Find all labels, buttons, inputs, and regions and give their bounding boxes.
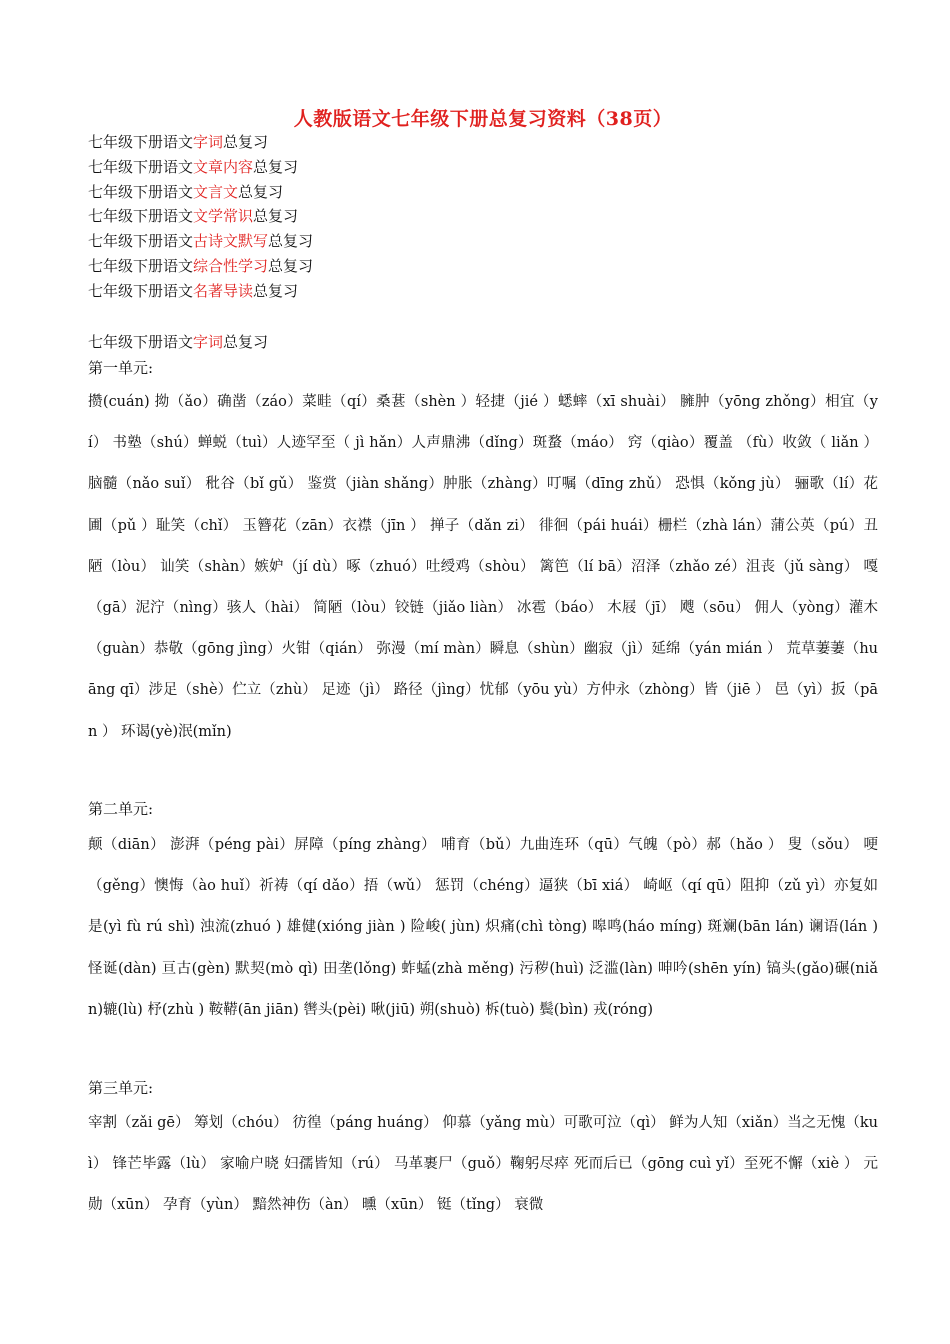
unit-vocab-text: 颠（diān） 澎湃（péng pài）屏障（píng zhàng） 哺育（bǔ）九曲连环（qū）气魄（pò）郝（hǎo ） 叟（sǒu） 哽（gěng）懊悔（ào huǐ）祈祷（qí dǎo）捂（wǔ） 惩罚（chéng）逼狭（bī xiá） 崎岖（qí qū）阻抑（zǔ yì）亦复如是(yì fù rú shì) 浊流(zhuó ) 雄健(xióng jiàn ) 险峻( jùn) 炽痛(chì tòng) 嗥鸣(háo míng) 斑斓(bān lán) 谰语(lán ) 怪诞(dàn) 亘古(gèn) 默契(mò qì) 田垄(lǒng) 蚱蜢(zhà měng) 污秽(huì) 泛滥(làn) 呻吟(shēn yín) 镐头(gǎo)碾(niǎn)辘(lù) 杼(zhù ) 鞍鞯(ān jiān) 辔头(pèi) 啾(jiū) 朔(shuò) 柝(tuò) 鬓(bìn) 戎(róng) [88,837,878,1018]
unit-heading: 第一单元: [88,359,154,377]
toc-prefix: 七年级下册语文 [88,256,194,275]
toc-item [88,130,313,155]
section-suffix: 总复习 [223,333,269,351]
section-prefix: 七年级下册语文 [88,333,194,351]
toc-prefix: 七年级下册语文 [88,232,194,251]
toc-suffix: 总复习 [268,256,314,275]
toc-topic: 字词 [193,133,224,151]
toc-topic: 综合性学习 [193,256,269,275]
section-topic: 字词 [193,333,224,351]
toc-prefix: 七年级下册语文 [88,281,194,300]
toc-suffix: 总复习 [238,182,284,201]
toc-suffix: 总复习 [223,133,269,151]
unit-heading: 第二单元: [88,800,154,818]
table-of-contents [88,130,313,304]
toc-item [88,155,313,180]
page-title: 人教版语文七年级下册总复习资料（38页） [293,108,673,130]
toc-topic: 古诗文默写 [193,232,269,251]
toc-topic: 名著导读 [193,281,254,300]
toc-topic: 文言文 [193,182,239,201]
toc-suffix: 总复习 [253,157,299,176]
toc-prefix: 七年级下册语文 [88,133,194,151]
toc-prefix: 七年级下册语文 [88,182,194,201]
toc-prefix: 七年级下册语文 [88,157,194,176]
toc-item [88,204,313,229]
toc-item [88,254,313,279]
toc-item [88,279,313,304]
toc-suffix: 总复习 [253,281,299,300]
toc-suffix: 总复习 [268,232,314,251]
toc-prefix: 七年级下册语文 [88,207,194,226]
section-heading [88,330,268,354]
unit-vocab-text: 攒(cuán) 拗（ǎo）确凿（záo）菜畦（qí）桑葚（shèn ）轻捷（jié ）蟋蟀（xī shuài） 臃肿（yōng zhǒng）相宜（yí） 书塾（shú）蝉蜕（tuì）人迹罕至（ jì hǎn）人声鼎沸（dǐng）斑蝥（máo） 窍（qiào）覆盖 （fù）收敛（ liǎn ） 脑髓（nǎo suǐ） 秕谷（bǐ gǔ） 鉴赏（jiàn shǎng）肿胀（zhàng）叮嘱（dīng zhǔ） 恐惧（kǒng jù） 骊歌（lí）花圃（pǔ ）耻笑（chǐ） 玉簪花（zān）衣襟（jīn ） 掸子（dǎn zi） 徘徊（pái huái）栅栏（zhà lán）蒲公英（pú）丑陋（lòu） 讪笑（shàn）嫉妒（jí dù）啄（zhuó）吐绶鸡（shòu） 篱笆（lí bā）沼泽（zhǎo zé）沮丧（jǔ sàng） 嘎（gā）泥泞（nìng）骇人（hài） 简陋（lòu）铰链（jiǎo liàn） 冰雹（báo） 木屐（jī） 飕（sōu） 佣人（yòng）灌木（guàn）恭敬（gōng jìng）火钳（qián） 弥漫（mí màn）瞬息（shùn）幽寂（jì）延绵（yán mián ） 荒草萋萋（huāng qī）涉足（shè）伫立（zhù） 足迹（jì） 路径（jìng）忧郁（yōu yù）方仲永（zhòng）皆（jiē ） 邑（yì）扳（pān ） 环谒(yè)泯(mǐn) [88,394,878,740]
toc-item [88,180,313,205]
unit-vocab-text: 宰割（zǎi gē） 筹划（chóu） 彷徨（páng huáng） 仰慕（yǎng mù）可歌可泣（qì） 鲜为人知（xiǎn）当之无愧（kuì） 锋芒毕露（lù） 家喻户晓 妇孺皆知（rú） 马革裹尸（guǒ）鞠躬尽瘁 死而后已（gōng cuì yǐ）至死不懈（xiè ） 元勋（xūn） 孕育（yùn） 黯然神伤（àn） 曛（xūn） 铤（tǐng） 衰微 [88,1115,878,1214]
toc-item [88,229,313,254]
toc-suffix: 总复习 [253,207,299,226]
toc-topic: 文学常识 [193,207,254,226]
unit-heading: 第三单元: [88,1079,154,1097]
toc-topic: 文章内容 [193,157,254,176]
